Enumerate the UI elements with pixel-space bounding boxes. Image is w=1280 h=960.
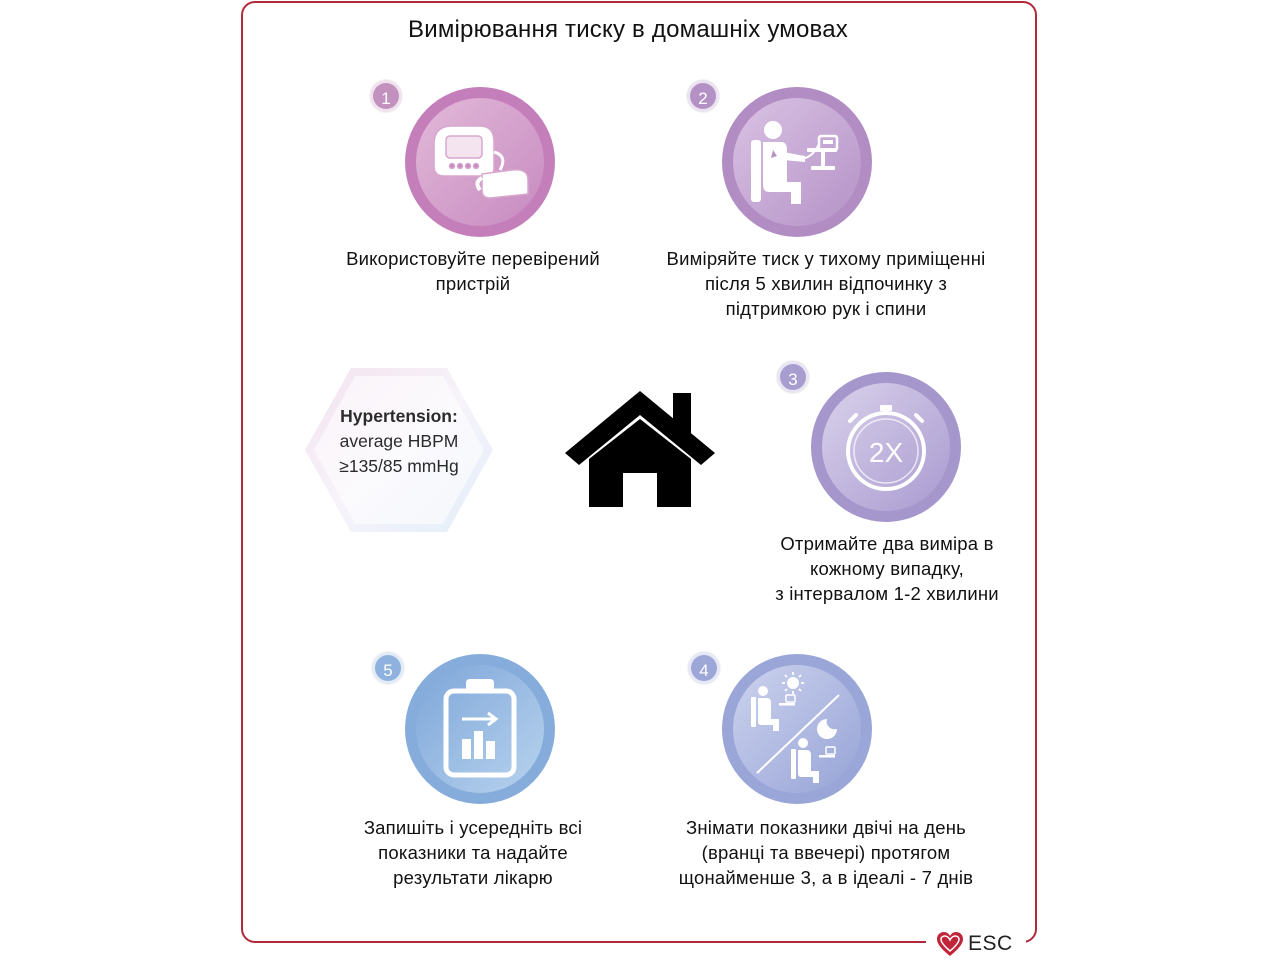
step-1-badge: 1 — [370, 80, 402, 112]
page-title: Вимірювання тиску в домашніх умовах — [408, 16, 848, 43]
bp-monitor-icon — [404, 86, 556, 238]
step-1-caption-line: Використовуйте перевірений — [346, 248, 600, 269]
step-4-circle — [721, 653, 873, 805]
clipboard-chart-icon — [404, 653, 556, 805]
step-5-caption-line: результати лікарю — [393, 867, 553, 888]
step-4-caption-line: Знімати показники двічі на день — [686, 817, 966, 838]
step-4-caption — [640, 815, 1012, 890]
step-4-caption-line: щонайменше 3, а в ідеалі - 7 днів — [678, 867, 974, 888]
step-5-caption-line: показники та надайте — [378, 842, 568, 863]
step-5-circle — [404, 653, 556, 805]
step-3-caption-line: кожному випадку, — [810, 558, 964, 579]
step-2-caption-line: підтримкою рук і спини — [725, 298, 927, 319]
step-1-caption-line: пристрій — [435, 273, 511, 294]
step-2-caption-line: Виміряйте тиск у тихому приміщенні — [666, 248, 986, 269]
stopwatch-label: 2X — [868, 437, 904, 468]
heart-logo-icon — [936, 931, 964, 957]
step-2-caption — [640, 246, 1012, 321]
step-3-caption-line: Отримайте два виміра в — [780, 533, 994, 554]
day-night-icon — [721, 653, 873, 805]
stopwatch-icon — [810, 371, 962, 523]
hypertension-threshold: ≥135/85 mmHg — [339, 456, 459, 476]
step-4-badge: 4 — [688, 652, 720, 684]
step-3-badge: 3 — [777, 361, 809, 393]
step-1-caption — [303, 246, 643, 296]
house-icon — [563, 387, 717, 509]
step-2-badge: 2 — [687, 80, 719, 112]
step-2-circle — [721, 86, 873, 238]
step-3-circle — [810, 371, 962, 523]
seated-person-icon — [721, 86, 873, 238]
step-1-circle — [404, 86, 556, 238]
step-4-caption-line: (вранці та ввечері) протягом — [701, 842, 951, 863]
logo-text: ESC — [968, 932, 1013, 955]
hypertension-line: average HBPM — [339, 431, 459, 451]
step-3-caption-line: з інтервалом 1-2 хвилини — [775, 583, 999, 604]
step-5-caption — [303, 815, 643, 890]
step-5-badge: 5 — [372, 652, 404, 684]
hypertension-title: Hypertension: — [340, 406, 458, 426]
esc-logo — [926, 928, 1026, 960]
step-2-caption-line: після 5 хвилин відпочинку з — [704, 273, 948, 294]
step-5-caption-line: Запишіть і усередніть всі — [363, 817, 583, 838]
step-3-caption — [717, 531, 1057, 606]
hypertension-text — [303, 404, 495, 479]
